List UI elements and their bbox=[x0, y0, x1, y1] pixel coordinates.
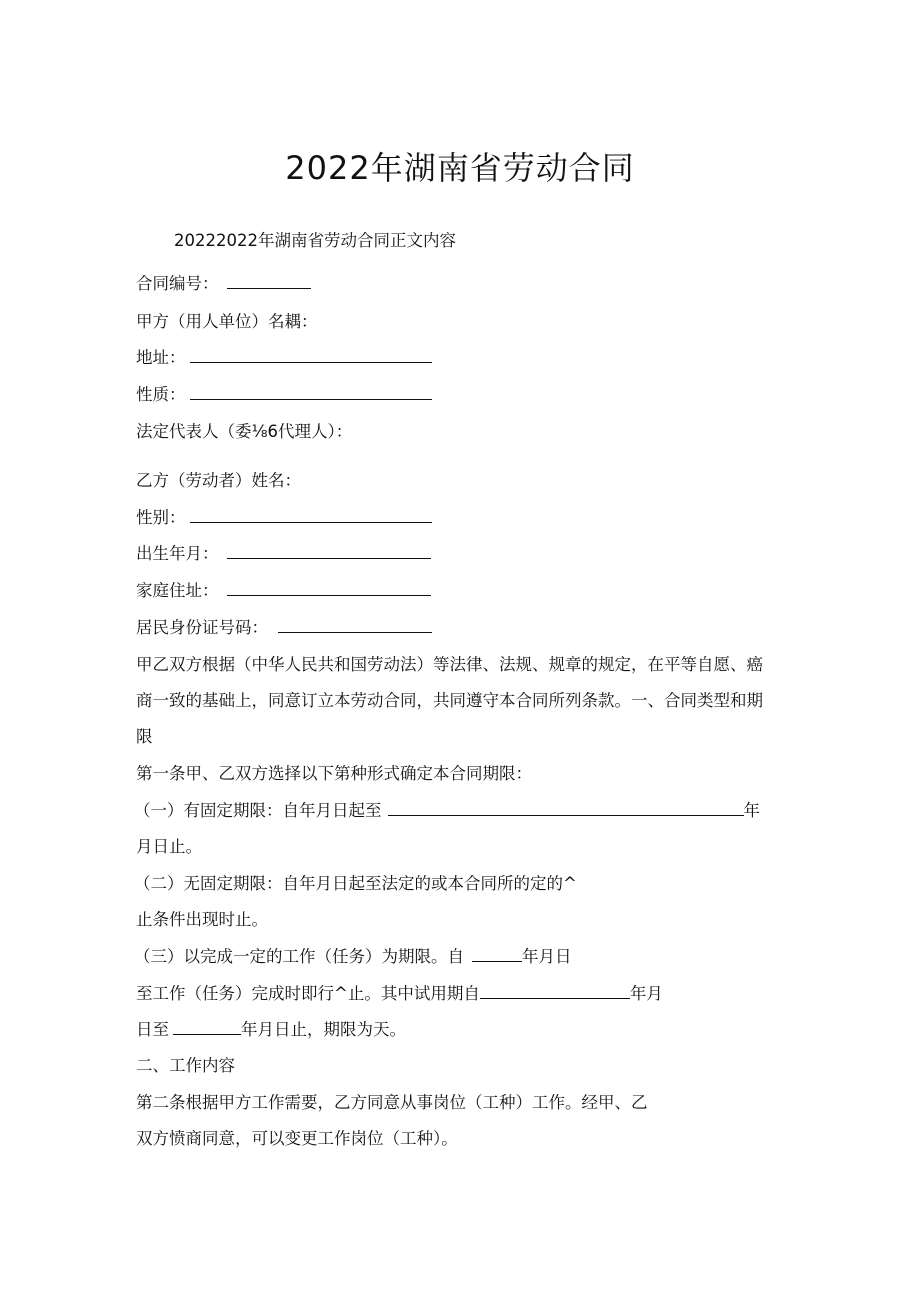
article-2-line-2: 双方愤商同意，可以变更工作岗位（工种）。 bbox=[136, 1129, 458, 1148]
preamble-line-3: 限 bbox=[136, 727, 153, 746]
id-number-label: 居民身份证号码： bbox=[136, 618, 268, 637]
option-3-line-2-suffix: 年月 bbox=[629, 984, 663, 1003]
section-2-heading: 二、工作内容 bbox=[136, 1056, 235, 1075]
article-1: 第一条甲、乙双方选择以下第种形式确定本合同期限： bbox=[136, 764, 532, 783]
option-1-row bbox=[134, 799, 760, 823]
id-number-row bbox=[136, 616, 432, 640]
option-3-line-2 bbox=[136, 982, 663, 1006]
address-blank bbox=[190, 346, 432, 363]
birth-label: 出生年月： bbox=[136, 544, 219, 563]
option-3-line-3 bbox=[136, 1018, 406, 1042]
nature-label: 性质： bbox=[136, 385, 186, 404]
gender-label: 性别： bbox=[136, 508, 186, 527]
legal-representative-label: 法定代表人（委⅛6代理人）： bbox=[136, 422, 353, 441]
option-3-row bbox=[134, 945, 572, 969]
option-2-line-1: （二）无固定期限：自年月日起至法定的或本合同所的定的^ bbox=[134, 874, 577, 893]
option-1-line-2: 月日止。 bbox=[136, 837, 202, 856]
option-3-line-3-suffix: 年月日止，期限为天。 bbox=[241, 1020, 406, 1039]
party-b-heading: 乙方（劳动者）姓名： bbox=[136, 471, 301, 490]
option-3-line-2-text: 至工作（任务）完成时即行^止。其中试用期自 bbox=[136, 984, 480, 1003]
option-1-suffix: 年 bbox=[743, 801, 760, 820]
option-1-blank bbox=[388, 799, 744, 816]
contract-number-label: 合同编号： bbox=[136, 274, 219, 293]
contract-number-row bbox=[136, 272, 311, 296]
article-2-line-1: 第二条根据甲方工作需要，乙方同意从事岗位（工种）工作。经甲、乙 bbox=[136, 1093, 648, 1112]
document-subtitle: 20222022年湖南省劳动合同正文内容 bbox=[174, 231, 456, 250]
home-address-label: 家庭住址： bbox=[136, 581, 219, 600]
probation-end-blank bbox=[173, 1018, 241, 1035]
option-2-line-2: 止条件出现时止。 bbox=[136, 910, 268, 929]
contract-number-blank bbox=[227, 272, 311, 289]
preamble-line-1: 甲乙双方根据（中华人民共和国劳动法）等法律、法规、规章的规定，在平等自愿、癌 bbox=[136, 655, 763, 674]
option-3-text: （三）以完成一定的工作（任务）为期限。自 bbox=[134, 947, 464, 966]
preamble-line-2: 商一致的基础上，同意订立本劳动合同，共同遵守本合同所列条款。一、合同类型和期 bbox=[136, 691, 763, 710]
document-title: 2022年湖南省劳动合同 bbox=[285, 149, 635, 187]
address-row bbox=[136, 346, 432, 370]
birth-blank bbox=[227, 542, 431, 559]
probation-start-blank bbox=[480, 982, 630, 999]
option-3-line-3-text: 日至 bbox=[136, 1020, 169, 1039]
address-label: 地址： bbox=[136, 348, 186, 367]
home-address-blank bbox=[227, 579, 431, 596]
nature-blank bbox=[190, 383, 432, 400]
nature-row bbox=[136, 383, 432, 407]
id-number-blank bbox=[278, 616, 432, 633]
home-address-row bbox=[136, 579, 431, 603]
option-1-text: （一）有固定期限：自年月日起至 bbox=[134, 801, 382, 820]
gender-blank bbox=[190, 506, 432, 523]
gender-row bbox=[136, 506, 432, 530]
party-a-heading: 甲方（用人单位）名耦： bbox=[136, 312, 318, 331]
option-3-suffix: 年月日 bbox=[522, 947, 572, 966]
option-3-blank bbox=[472, 945, 522, 962]
birth-row bbox=[136, 542, 431, 566]
